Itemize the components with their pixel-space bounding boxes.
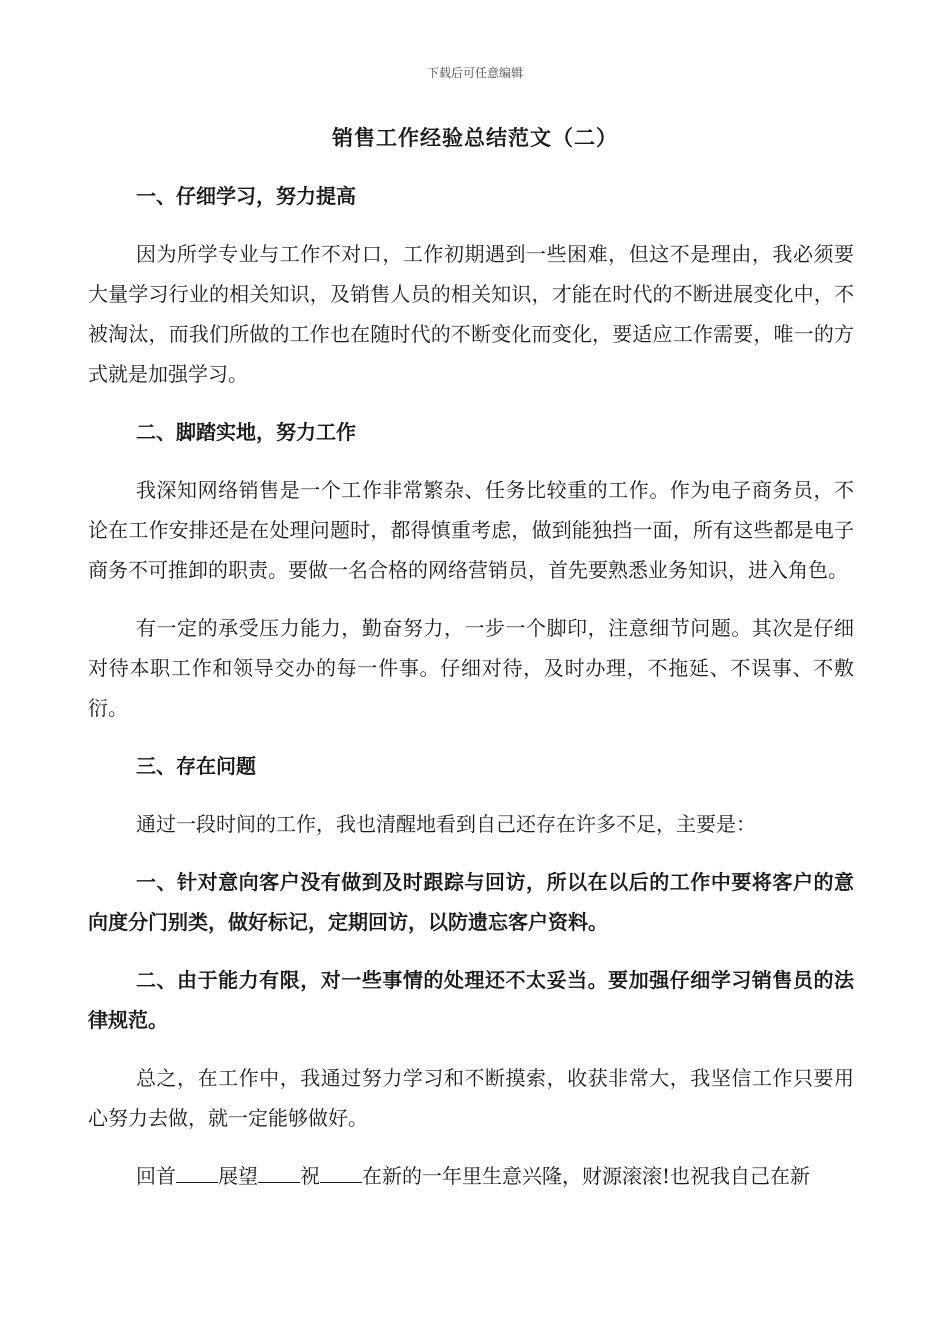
fill-blank-1 xyxy=(176,1160,218,1183)
section-1-heading: 一、仔细学习，努力提高 xyxy=(136,184,356,208)
closing-paragraph xyxy=(88,1156,854,1196)
closing-part-4: 在新的一年里生意兴隆，财源滚滚!也祝我自己在新 xyxy=(362,1164,811,1188)
closing-part-1: 回首 xyxy=(136,1164,176,1188)
fill-blank-2 xyxy=(258,1160,300,1183)
closing-part-3: 祝 xyxy=(300,1164,320,1188)
document-body xyxy=(88,176,854,1196)
closing-part-2: 展望 xyxy=(218,1164,258,1188)
section-3-paragraph-1: 通过一段时间的工作，我也清醒地看到自己还存在许多不足，主要是： xyxy=(136,812,756,836)
document-title: 销售工作经验总结范文（二） xyxy=(332,125,618,150)
section-3-heading: 三、存在问题 xyxy=(136,754,256,778)
section-2-paragraph-2: 有一定的承受压力能力，勤奋努力，一步一个脚印，注意细节问题。其次是仔细对待本职工作和领导交办的每一件事。仔细对待，及时办理，不拖延、不误事、不敷衍。 xyxy=(88,616,854,720)
section-3-conclusion: 总之，在工作中，我通过努力学习和不断摸索，收获非常大，我坚信工作只要用心努力去做，就一定能够做好。 xyxy=(88,1066,854,1130)
section-1-paragraph-1: 因为所学专业与工作不对口，工作初期遇到一些困难，但这不是理由，我必须要大量学习行业的相关知识，及销售人员的相关知识，才能在时代的不断进展变化中，不被淘汰，而我们所做的工作也在随时代的不断变化而变化，要适应工作需要，唯一的方式就是加强学习。 xyxy=(88,242,854,386)
fill-blank-3 xyxy=(320,1160,362,1183)
section-2-paragraph-1: 我深知网络销售是一个工作非常繁杂、任务比较重的工作。作为电子商务员，不论在工作安排还是在处理问题时，都得慎重考虑，做到能独挡一面，所有这些都是电子商务不可推卸的职责。要做一名合格的网络营销员，首先要熟悉业务知识，进入角色。 xyxy=(88,478,854,582)
header-note: 下载后可任意编辑 xyxy=(426,66,523,80)
section-2-heading: 二、脚踏实地，努力工作 xyxy=(136,420,356,444)
section-3-point-1: 一、针对意向客户没有做到及时跟踪与回访，所以在以后的工作中要将客户的意向度分门别类，做好标记，定期回访，以防遗忘客户资料。 xyxy=(88,870,854,934)
section-3-point-2: 二、由于能力有限，对一些事情的处理还不太妥当。要加强仔细学习销售员的法律规范。 xyxy=(88,968,854,1032)
